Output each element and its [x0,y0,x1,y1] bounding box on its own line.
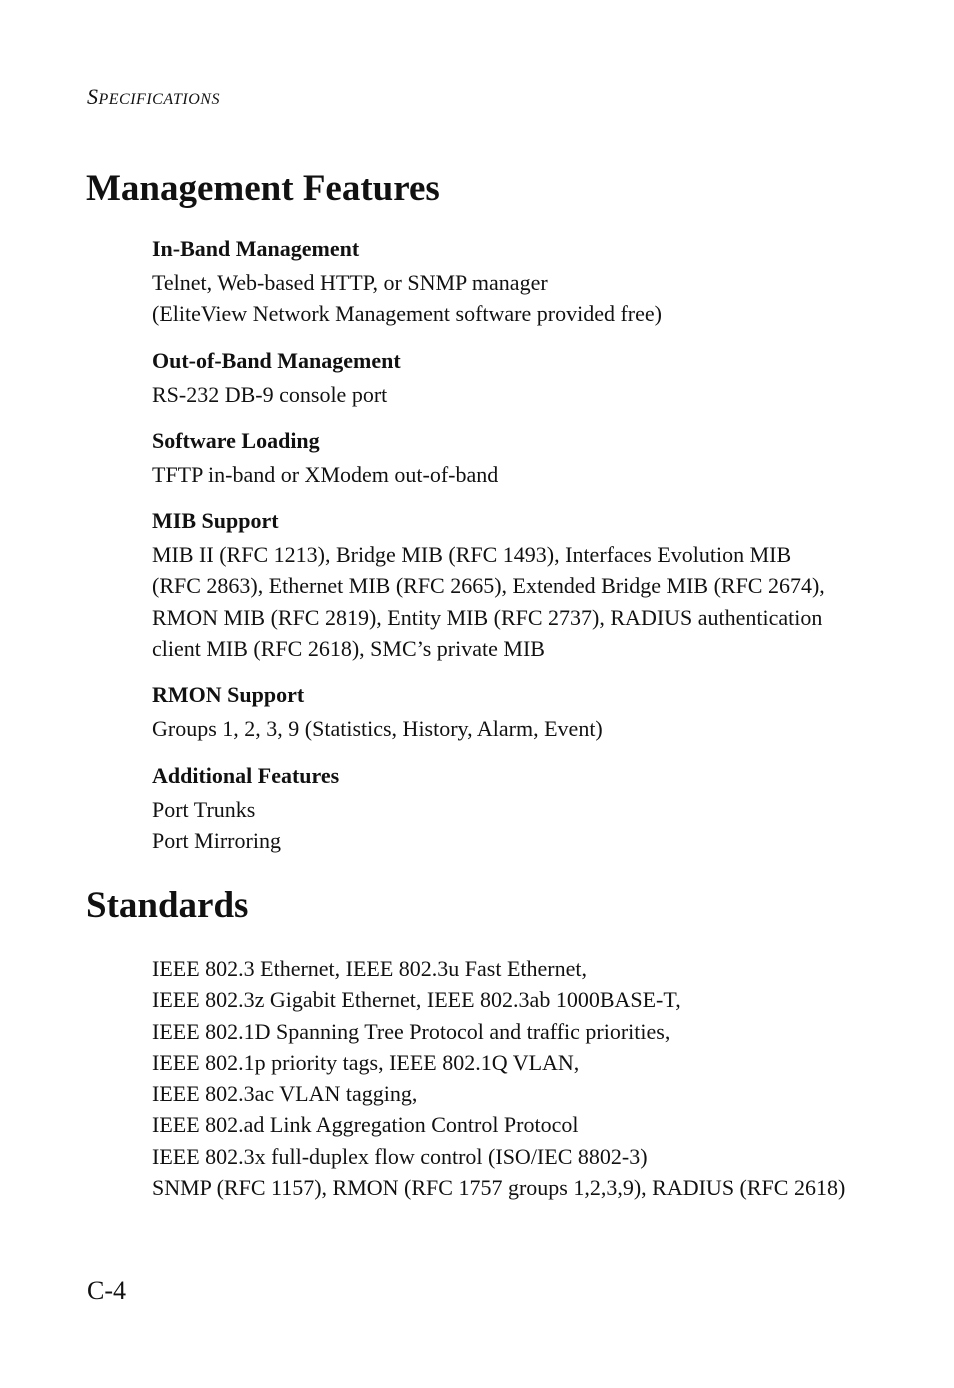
running-head-initial: S [87,84,99,109]
feature-heading: RMON Support [152,682,305,708]
standards-title: Standards [86,885,249,926]
running-head [87,84,220,110]
running-head-rest: PECIFICATIONS [98,91,220,108]
feature-line: (EliteView Network Management software provided free) [152,301,662,327]
feature-line: TFTP in-band or XModem out-of-band [152,461,499,487]
standard-line: IEEE 802.1D Spanning Tree Protocol and traffic priorities, [152,1018,671,1044]
standard-line: SNMP (RFC 1157), RMON (RFC 1757 groups 1,2,3,9), RADIUS (RFC 2618) [152,1175,846,1201]
standard-line: IEEE 802.3x full-duplex flow control (ISO/IEC 8802-3) [152,1143,648,1169]
standard-line: IEEE 802.3z Gigabit Ethernet, IEEE 802.3ab 1000BASE-T, [152,987,681,1013]
management-features-list [152,236,852,874]
standards-list [152,953,852,1203]
feature-line: RS-232 DB-9 console port [152,381,388,407]
feature-paragraph: MIB II (RFC 1213), Bridge MIB (RFC 1493), Interfaces Evolution MIB (RFC 2863), Ethernet MIB (RFC 2665), Extended Bridge MIB (RFC 2674), RMON MIB (RFC 2819), Entity MIB (RFC 2737), RADIUS authentication client MIB (RFC 2618), SMC’s private MIB [152,542,825,662]
feature-heading: MIB Support [152,508,279,534]
management-features-title: Management Features [86,168,440,209]
feature-in-band-management [152,236,852,330]
standard-line: IEEE 802.ad Link Aggregation Control Protocol [152,1112,579,1138]
page-number: C-4 [87,1276,126,1305]
feature-mib-support [152,508,852,664]
feature-line: Telnet, Web-based HTTP, or SNMP manager [152,270,548,295]
feature-rmon-support [152,682,852,744]
standard-line: IEEE 802.1p priority tags, IEEE 802.1Q VLAN, [152,1049,580,1075]
feature-heading: Software Loading [152,427,320,453]
standard-line: IEEE 802.3 Ethernet, IEEE 802.3u Fast Ethernet, [152,956,587,981]
standard-line: IEEE 802.3ac VLAN tagging, [152,1081,418,1107]
feature-heading: Additional Features [152,762,340,788]
feature-line: Groups 1, 2, 3, 9 (Statistics, History, Alarm, Event) [152,716,603,742]
feature-out-of-band-management [152,348,852,410]
feature-line: Port Mirroring [152,827,281,853]
feature-additional-features [152,763,852,857]
feature-heading: Out-of-Band Management [152,347,401,373]
feature-software-loading [152,428,852,490]
feature-line: Port Trunks [152,796,256,822]
feature-heading: In-Band Management [152,236,360,261]
